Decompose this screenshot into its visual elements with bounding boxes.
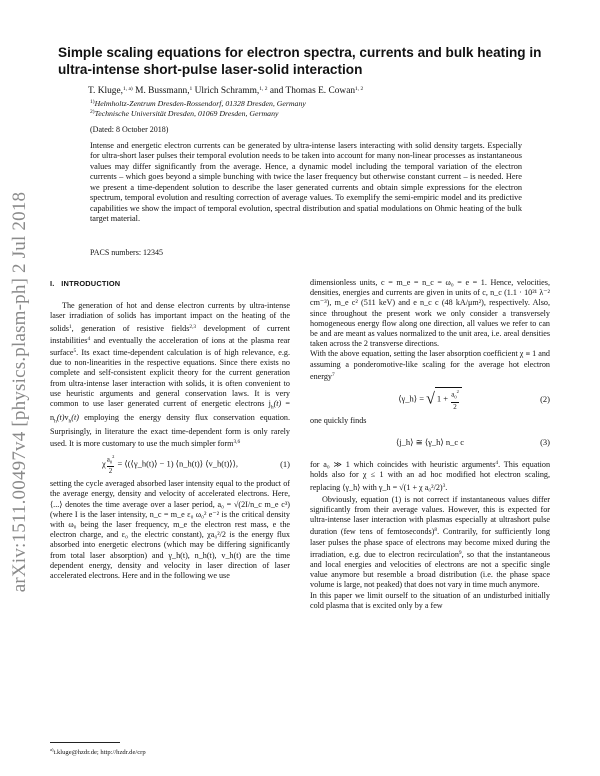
author-affil: 1 — [189, 86, 193, 92]
equation-3: ⟨j_h⟩ ≅ ⟨γ_h⟩ n_c c (3) — [395, 437, 550, 448]
footnote: $^{a)}$t.kluge@hzdr.de; http://hzdr.de/crp — [50, 747, 146, 757]
intro-paragraph-1: The generation of hot and dense electron currents by ultra-intense laser irradiation of solids has important impact on the heating of the solids$^1$, generation of resistive fields$^{2,3}$ development of current instabilities$^4$ and eventually the acceleration of ions at the plasma rear surface$^5$. Its exact time-dependent calculation is of high relevance, e.g. due to non-linearities in the respective equations. Since there exists no complete and self-consistent explicit theory for the current generation from ultra-intense laser interaction with solids, it is often convenient to use heuristic arguments and general conservation laws. It is very common to use laser generated current of energetic electrons $j_h(t) = n_h(t)v_h(t)$ employing the energy density flux conservation equation. Surprisingly, in literature the exact time-dependent form is only rarely used. It is more customary to use the much simpler form$^{3,6}$ — [50, 301, 290, 448]
scaling-paragraph: With the above equation, setting the laser absorption coefficient χ ≡ 1 and assuming a ponderomotive-like scaling for the average hot electron energy$^7$ — [310, 349, 550, 381]
right-column — [310, 278, 550, 611]
scope-paragraph: In this paper we limit ourself to the situation of an undisturbed initially cold plasma that is excited only by a few — [310, 590, 550, 610]
heuristic-paragraph: for a₀ ≫ 1 which coincides with heuristic arguments$^4$. This equation holds also for χ ≤ 1 with an ad hoc modified hot electron scaling, replacing ⟨γ_h⟩ with γ_h = √(1 + χ a₀²/2)$^3$. — [310, 460, 551, 492]
intro-paragraph-2: setting the cycle averaged absorbed laser intensity equal to the product of the average energy, density and velocity of accelerated electrons. Here, ⟨...⟩ denotes the time average over a laser period, a₀ = √(2I/n_c m_e c³) (where I is the laser intensity, n_c = m_e ε₀ ω₀² e⁻² is the critical density with ω₀ being the laser frequency, m_e the electron rest mass, e the electron charge, and ε₀ the electric constant), χa₀²/2 is the energy flux absorbed into energetic electrons (which may be differing significantly from total laser absorption) and γ_h(t), n_h(t), v_h(t) are the time dependent energy, density and velocity in laser direction of laser accelerated electrons. Here and in the following we use — [50, 479, 290, 580]
finds-line: one quickly finds — [310, 416, 367, 426]
equation-2: ⟨γ_h⟩ = √ 1 + $\frac{a_0^2}{2}$ (2) — [398, 389, 550, 411]
author-name: T. Kluge, — [88, 86, 123, 96]
affiliation-1: $^{1)}$Helmholtz-Zentrum Dresden-Rossendorf, 01328 Dresden, Germany — [90, 99, 306, 108]
section-heading: I. INTRODUCTION — [50, 279, 121, 288]
equation-1: χ $\frac{a_0^2}{2}$ = ⟨(⟨γ_h(t)⟩ − 1) ⟨n_h(t)⟩ ⟨v_h(t)⟩⟩, (1) — [101, 453, 290, 476]
arxiv-stamp — [7, 168, 33, 616]
author-name: M. Bussmann, — [135, 86, 190, 96]
obviously-paragraph: Obviously, equation (1) is not correct if instantaneous values differ significantly from their average values. However, this is expected for ultra-intense laser interaction with plasmas especially at ultrashort pulse duration (few tens of femtoseconds)$^8$. Contrarily, for sufficiently long laser pulses the phase space of electrons may become mixed during the irradiation, e.g. due to electron recirculation$^9$, so that the instantaneous and local energies and velocities of electrons are not a specific single value anymore but resemble a broad distribution (i.e. the phase space volume is large, not peaked) that does not vary in time much anymore. — [310, 494, 550, 590]
paper-title: Simple scaling equations for electron spectra, currents and bulk heating in ultra-intense short-pulse laser-solid interaction — [58, 45, 542, 77]
equation-number: (3) — [540, 437, 550, 448]
footnote-text: t.kluge@hzdr.de; http://hzdr.de/crp — [53, 749, 146, 757]
equation-number: (1) — [280, 458, 290, 469]
equation-number: (2) — [540, 393, 550, 404]
dated-line: (Dated: 8 October 2018) — [90, 125, 169, 134]
author-affil: 1, 2 — [259, 86, 268, 92]
arxiv-identifier: arXiv:1511.00497v4 [physics.plasm-ph] 2 Jul 2018 — [9, 191, 31, 593]
footnote-rule — [50, 742, 120, 743]
abstract: Intense and energetic electron currents can be generated by ultra-intense lasers interacting with solid density targets. Especially for ultra-short laser pulses their temporal evolution needs to be taken into account for many non-linear processes as instantaneous values may differ significantly from the average. Hence, a dynamic model including the temporal variation of the electron currents – which goes beyond a simple bunching with twice the laser frequency but otherwise constant current – is needed. Here we present a time-dependent solution to describe the laser generated currents and obtain simple expressions for the electron spectrum, temporal evolution and resulting correction of average values. To exemplify the semi-empiric model and its predictive capabilities we show the impact of temporal evolution, spectral distribution and spatial modulations on Ohmic heating of the bulk target material. — [90, 141, 522, 224]
author-name: and Thomas E. Cowan — [269, 86, 356, 96]
pacs-numbers: PACS numbers: 12345 — [90, 248, 164, 257]
author-list — [88, 84, 363, 97]
affiliation-2: $^{2)}$Technische Universität Dresden, 01069 Dresden, Germany — [90, 109, 279, 118]
author-name: Ulrich Schramm, — [194, 86, 260, 96]
author-affil: 1, a) — [122, 86, 133, 92]
units-paragraph: dimensionless units, c = m_e = n_c = ω₀ = e = 1. Hence, velocities, densities, energies and currents are given in units of c, n_c (1.1 · 10²¹ λ⁻² cm⁻³), m_e c² (511 keV) and e n_c c (48 kA/μm²), respectively. Also, since throughout the present work we only consider a transversely homogeneous energy flow along one direction, all values we refer to can be and are meant as values normalized to the unit area, i.e. areal densities taken across the 2 transverse directions. — [310, 278, 550, 349]
author-affil: 1, 2 — [355, 86, 364, 92]
left-column — [50, 279, 290, 581]
